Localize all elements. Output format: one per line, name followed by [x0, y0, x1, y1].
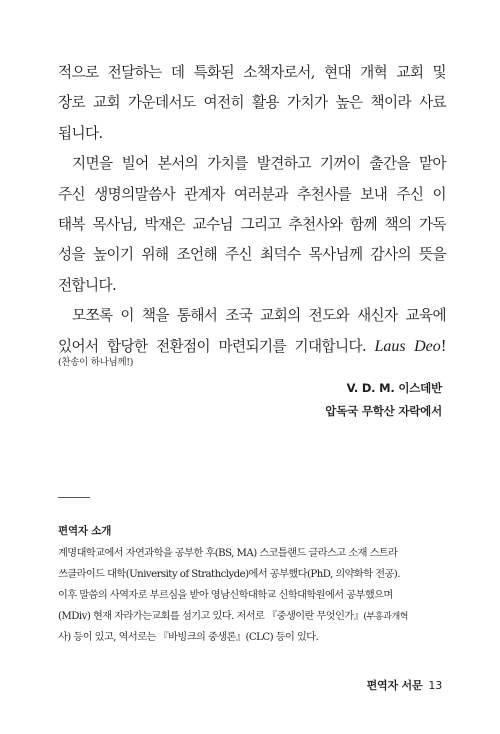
body-line: 모쪼록 이 책을 통해서 조국 교회의 전도와 새신자 교육에: [72, 307, 446, 325]
body-line: 전합니다.: [58, 276, 117, 294]
bio-title: 편역자 소개: [58, 525, 112, 537]
translation-note: (찬송이 하나님께!): [58, 357, 134, 368]
bio-line-text: (MDiv) 현재 자라가는교회를 섬기고 있다. 저서로 『중생이란 무엇인가』: [58, 611, 364, 622]
bio-text: [58, 543, 446, 648]
author-place: 압독국 무학산 자락에서: [325, 404, 442, 418]
latin-phrase: Laus Deo: [374, 337, 441, 355]
body-line-text: 있어서 합당한 전환점이 마련되기를 기대합니다.: [58, 337, 366, 355]
body-text: [58, 58, 446, 362]
author-signature: V. D. M. 이스데반: [346, 381, 442, 395]
running-section: 편역자 서문: [366, 679, 423, 692]
page-number: 13: [428, 679, 442, 692]
page-footer: [367, 677, 442, 693]
exclaim-mark: !: [440, 337, 446, 355]
bio-line: 쓰클라이드 대학(University of Strathclyde)에서 공부했다(PhD, 의약화학 전공).: [58, 569, 400, 580]
section-divider: [58, 497, 90, 498]
body-line: 됩니다.: [58, 124, 103, 142]
bio-line: 이후 말씀의 사역자로 부르심을 받아 영남신학대학교 신학대학원에서 공부했으며: [58, 590, 393, 601]
publisher-note: (부흥과개혁: [363, 611, 408, 622]
body-line: 주신 생명의말씀사 관계자 여러분과 추천사를 보내 주신 이: [58, 185, 446, 203]
body-line: 장로 교회 가운데서도 여전히 활용 가치가 높은 책이라 사료: [58, 94, 446, 112]
bio-line: 사) 등이 있고, 역서로는 『바빙크의 중생론』(CLC) 등이 있다.: [58, 632, 319, 643]
body-line: 적으로 전달하는 데 특화된 소책자로서, 현대 개혁 교회 및: [58, 64, 446, 81]
body-line: 태복 목사님, 박재은 교수님 그리고 추천사와 함께 책의 가독: [58, 216, 446, 234]
bio-line: 계명대학교에서 자연과학을 공부한 후(BS, MA) 스코틀랜드 글라스고 소재 스트라: [58, 548, 398, 559]
bio-line: [58, 606, 446, 627]
body-line: 지면을 빌어 본서의 가치를 발견하고 기꺼이 출간을 맡아: [72, 155, 446, 173]
body-line: 성을 높이기 위해 조언해 주신 최덕수 목사님께 감사의 뜻을: [58, 246, 446, 264]
